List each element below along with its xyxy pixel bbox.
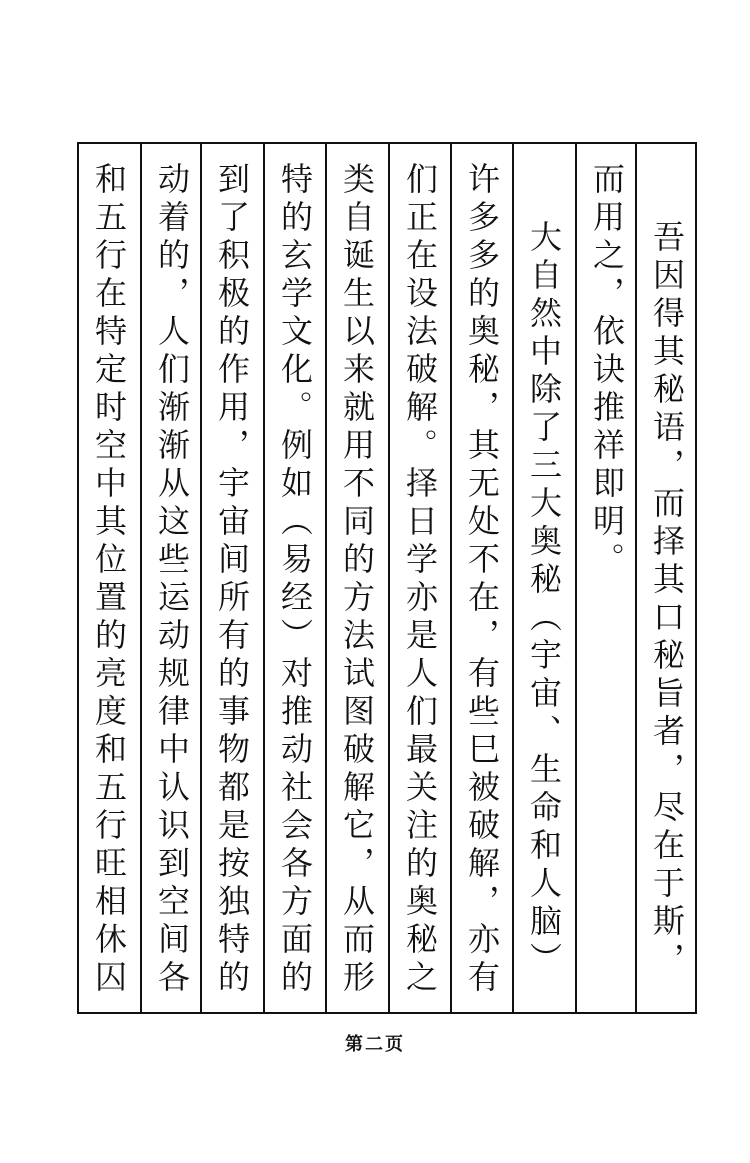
text-column-2: 而用之，依诀推祥即明。 xyxy=(588,162,626,580)
page-number: 第二页 xyxy=(345,1034,405,1055)
text-column-7: 特的玄学文化。例如（易经）对推动社会各方面的 xyxy=(276,162,314,998)
text-column-6: 类自诞生以来就用不同的方法试图破解它，从而形 xyxy=(338,162,376,998)
text-column-4: 许多多的奥秘，其无处不在，有些巳被破解，亦有 xyxy=(463,162,501,998)
text-column-1: 吾因得其秘语，而择其口秘旨者，尽在于斯， xyxy=(648,220,686,980)
text-column-8: 到了积极的作用，宇宙间所有的事物都是按独特的 xyxy=(213,162,251,998)
text-column-5: 们正在设法破解。择日学亦是人们最关注的奥秘之 xyxy=(401,162,439,998)
text-column-9: 动着的，人们渐渐从这些运动规律中认识到空间各 xyxy=(153,162,191,998)
text-column-3: 大自然中除了三大奥秘（宇宙、生命和人脑） xyxy=(525,220,563,980)
text-column-10: 和五行在特定时空中其位置的亮度和五行旺相休囚 xyxy=(90,162,128,998)
